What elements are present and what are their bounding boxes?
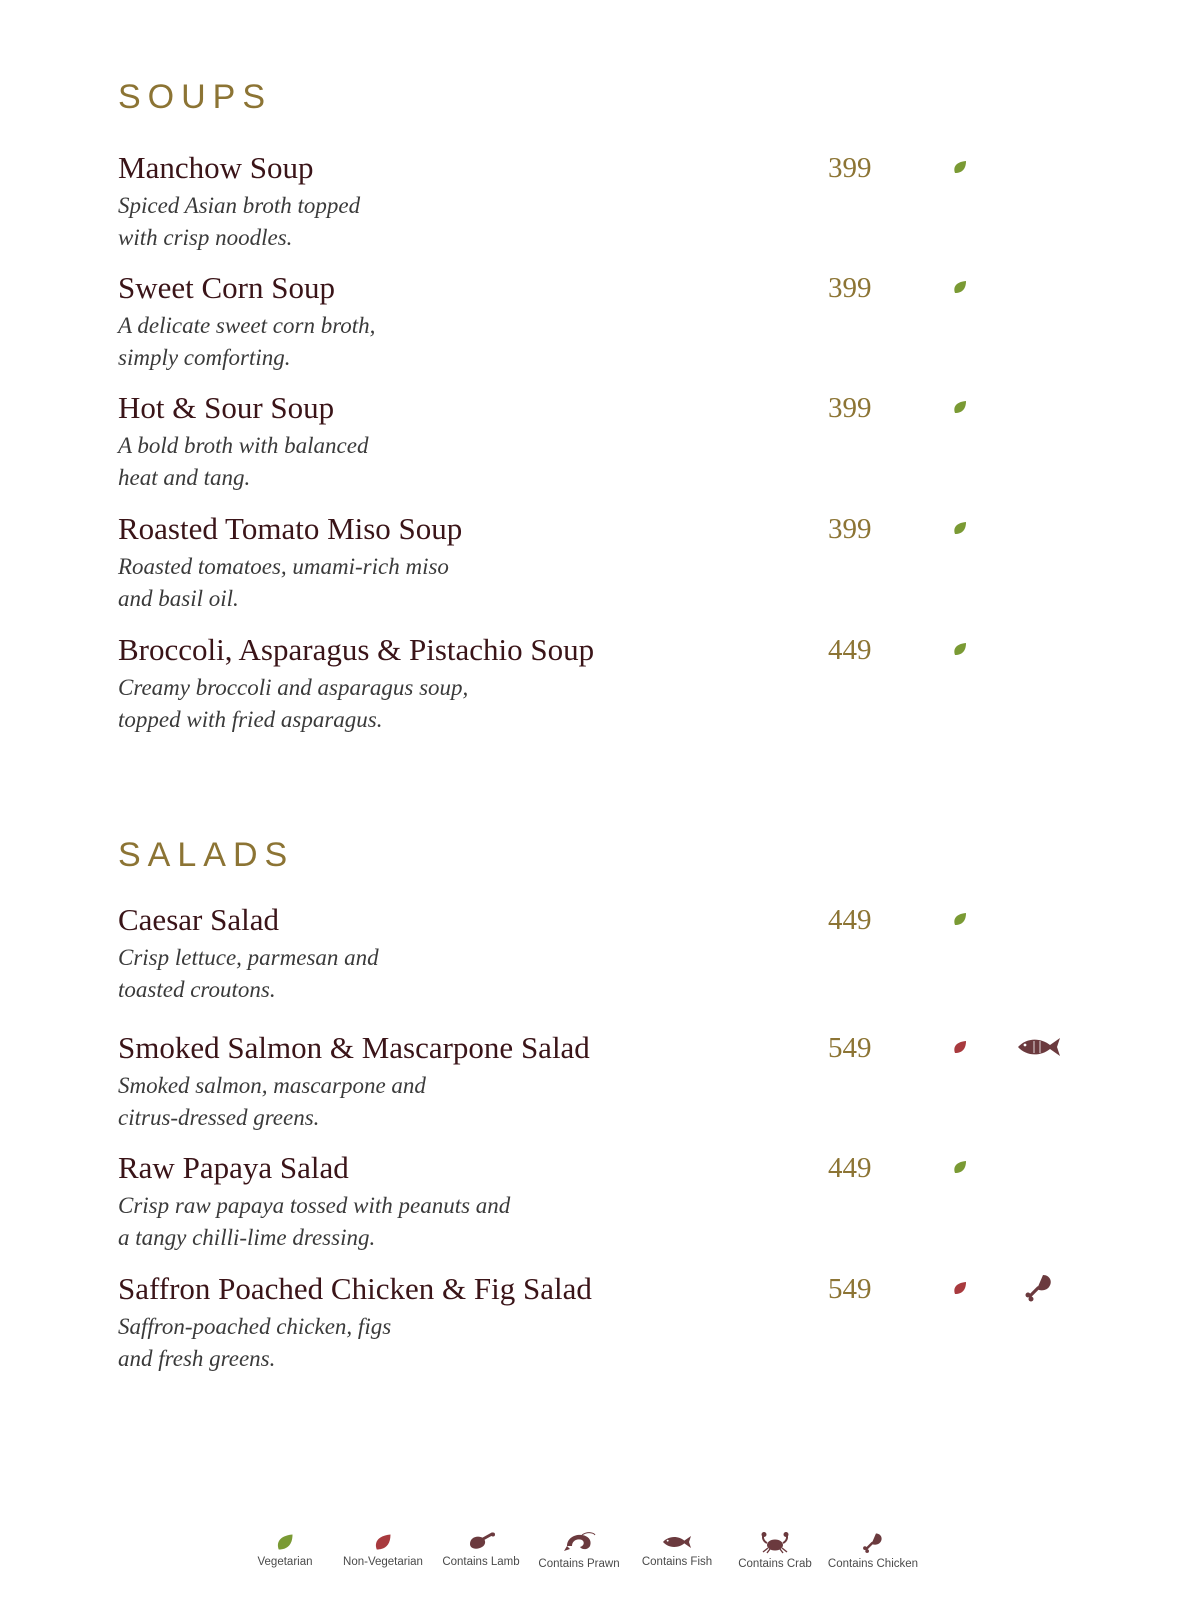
lamb-leg-icon — [464, 1532, 498, 1552]
item-description-line: simply comforting. — [118, 345, 291, 370]
crab-icon — [758, 1532, 792, 1554]
item-description — [118, 310, 548, 374]
menu-item — [118, 1030, 1118, 1140]
menu-item — [118, 1150, 1118, 1260]
item-price: 449 — [828, 634, 872, 666]
item-description — [118, 942, 548, 1006]
item-description-line: and fresh greens. — [118, 1346, 276, 1371]
item-description-line: heat and tang. — [118, 465, 251, 490]
legend-item-crab — [720, 1532, 830, 1570]
menu-item — [118, 150, 1118, 260]
item-description-line: citrus-dressed greens. — [118, 1105, 320, 1130]
item-description — [118, 551, 548, 615]
legend-label: Contains Prawn — [538, 1558, 620, 1570]
vegetarian-leaf-icon — [275, 1532, 295, 1552]
item-name: Raw Papaya Salad — [118, 1150, 349, 1185]
item-description-line: Creamy broccoli and asparagus soup, — [118, 675, 469, 700]
menu-item — [118, 632, 1118, 742]
item-price: 449 — [828, 904, 872, 936]
menu-item — [118, 902, 1118, 1012]
legend-item-chicken — [818, 1532, 928, 1570]
non-vegetarian-leaf-icon — [952, 1039, 968, 1055]
item-description — [118, 1311, 548, 1375]
vegetarian-leaf-icon — [952, 641, 968, 657]
prawn-icon — [562, 1532, 596, 1554]
fish-icon — [655, 1532, 699, 1552]
item-name: Smoked Salmon & Mascarpone Salad — [118, 1030, 590, 1065]
item-description-line: Roasted tomatoes, umami-rich miso — [118, 554, 449, 579]
item-price: 399 — [828, 272, 872, 304]
vegetarian-leaf-icon — [952, 520, 968, 536]
legend-item-vegetarian — [230, 1532, 340, 1568]
item-name: Hot & Sour Soup — [118, 390, 335, 425]
item-description-line: A delicate sweet corn broth, — [118, 313, 376, 338]
menu-item — [118, 390, 1118, 500]
vegetarian-leaf-icon — [952, 1159, 968, 1175]
item-description — [118, 190, 548, 254]
item-name: Saffron Poached Chicken & Fig Salad — [118, 1271, 592, 1306]
item-name: Broccoli, Asparagus & Pistachio Soup — [118, 632, 595, 667]
menu-item — [118, 270, 1118, 380]
legend-item-non-vegetarian — [328, 1532, 438, 1568]
legend-item-prawn — [524, 1532, 634, 1570]
item-price: 549 — [828, 1273, 872, 1305]
item-price: 449 — [828, 1152, 872, 1184]
item-price: 399 — [828, 152, 872, 184]
dietary-legend — [250, 1532, 950, 1592]
non-vegetarian-leaf-icon — [952, 1280, 968, 1296]
item-description-line: and basil oil. — [118, 586, 239, 611]
item-description-line: with crisp noodles. — [118, 225, 293, 250]
item-description-line: A bold broth with balanced — [118, 433, 369, 458]
section-title-salads: SALADS — [118, 836, 295, 874]
item-name: Sweet Corn Soup — [118, 270, 335, 305]
non-vegetarian-leaf-icon — [373, 1532, 393, 1552]
item-name: Manchow Soup — [118, 150, 314, 185]
item-description-line: a tangy chilli-lime dressing. — [118, 1225, 376, 1250]
vegetarian-leaf-icon — [952, 911, 968, 927]
section-title-soups: SOUPS — [118, 78, 273, 116]
item-description — [118, 1190, 588, 1254]
item-description-line: Smoked salmon, mascarpone and — [118, 1073, 426, 1098]
item-description-line: Crisp raw papaya tossed with peanuts and — [118, 1193, 511, 1218]
menu-item — [118, 511, 1118, 621]
item-description-line: Saffron-poached chicken, figs — [118, 1314, 392, 1339]
legend-label: Contains Crab — [738, 1558, 812, 1570]
legend-item-fish — [622, 1532, 732, 1568]
item-price: 399 — [828, 392, 872, 424]
legend-label: Contains Lamb — [442, 1556, 520, 1568]
legend-label: Contains Fish — [641, 1556, 713, 1568]
legend-label: Vegetarian — [257, 1556, 313, 1568]
item-description — [118, 1070, 548, 1134]
legend-label: Non-Vegetarian — [343, 1556, 423, 1568]
item-name: Caesar Salad — [118, 902, 279, 937]
legend-item-lamb — [426, 1532, 536, 1568]
item-description — [118, 430, 548, 494]
item-description-line: Crisp lettuce, parmesan and — [118, 945, 379, 970]
item-description — [118, 672, 548, 736]
item-description-line: Spiced Asian broth topped — [118, 193, 361, 218]
item-description-line: topped with fried asparagus. — [118, 707, 383, 732]
chicken-leg-icon — [1016, 1273, 1062, 1303]
item-price: 399 — [828, 513, 872, 545]
legend-label: Contains Chicken — [827, 1558, 919, 1570]
vegetarian-leaf-icon — [952, 399, 968, 415]
menu-item — [118, 1271, 1118, 1381]
vegetarian-leaf-icon — [952, 159, 968, 175]
fish-icon — [1016, 1032, 1062, 1062]
item-description-line: toasted croutons. — [118, 977, 276, 1002]
item-name: Roasted Tomato Miso Soup — [118, 511, 463, 546]
chicken-leg-icon — [856, 1532, 890, 1554]
item-price: 549 — [828, 1032, 872, 1064]
vegetarian-leaf-icon — [952, 279, 968, 295]
